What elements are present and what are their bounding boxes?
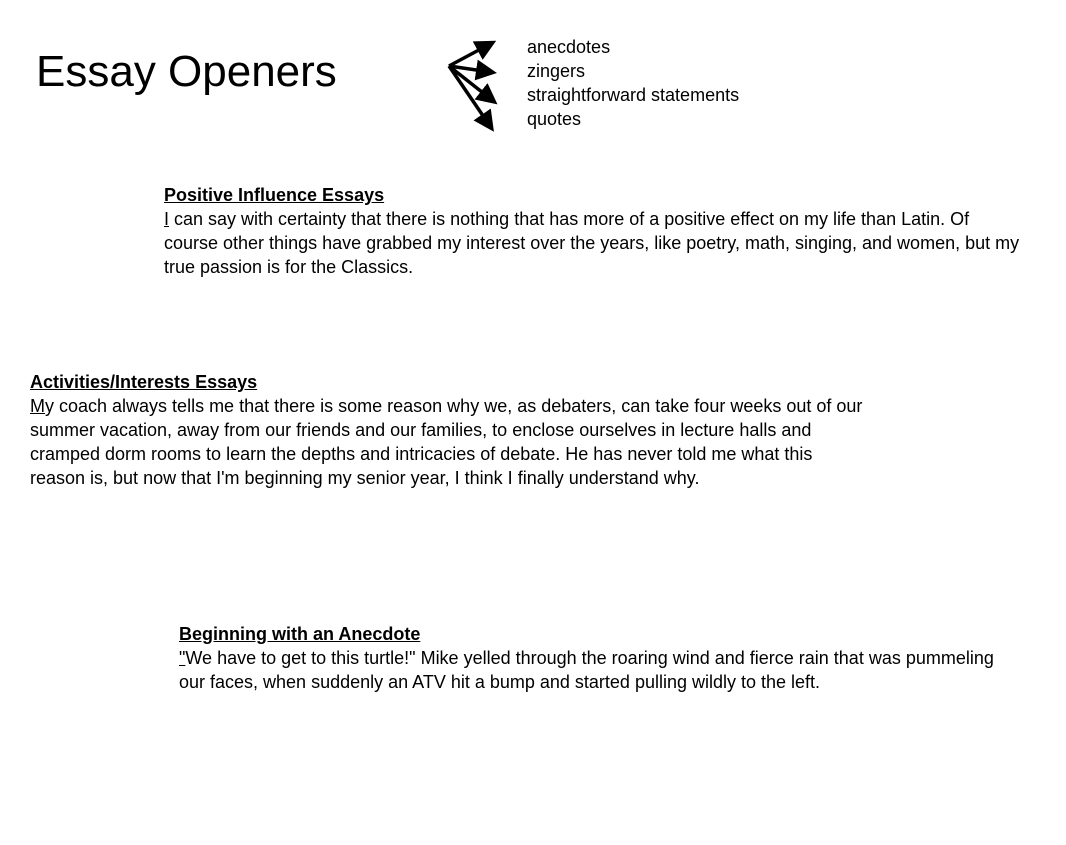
opener-types-list (527, 35, 739, 131)
paragraph-text: We have to get to this turtle!" Mike yelled through the roaring wind and fierce rain that was pummeling our faces, when suddenly an ATV hit a bump and started pulling wildly to the left. (179, 648, 994, 692)
positive-influence-example (164, 183, 1024, 279)
anecdote-text (179, 646, 1009, 694)
positive-influence-heading: Positive Influence Essays (164, 185, 385, 205)
first-letter: I (164, 209, 170, 229)
activities-interests-text (30, 394, 870, 490)
branching-arrows-icon (440, 34, 510, 134)
page-title: Essay Openers (36, 47, 337, 96)
anecdote-example (179, 622, 1009, 694)
list-item: straightforward statements (527, 85, 740, 105)
anecdote-heading: Beginning with an Anecdote (179, 624, 421, 644)
paragraph-text: y coach always tells me that there is some reason why we, as debaters, can take four weeks out of our summer vacation, away from our friends and our families, to enclose ourselves in lecture halls and cramped dorm rooms to learn the depths and intricacies of debate. He has never told me what this reason is, but now that I'm beginning my senior year, I think I finally understand why. (30, 396, 863, 488)
activities-interests-example (30, 370, 870, 490)
list-item: zingers (527, 61, 586, 81)
first-letter: " (179, 648, 186, 668)
positive-influence-text (164, 207, 1024, 279)
activities-interests-heading: Activities/Interests Essays (30, 372, 258, 392)
paragraph-text: can say with certainty that there is nothing that has more of a positive effect on my life than Latin. Of course other things have grabbed my interest over the years, like poetry, math, singing, and women, but my true passion is for the Classics. (164, 209, 1020, 277)
first-letter: M (30, 396, 45, 416)
list-item: anecdotes (527, 37, 611, 57)
list-item: quotes (527, 109, 582, 129)
